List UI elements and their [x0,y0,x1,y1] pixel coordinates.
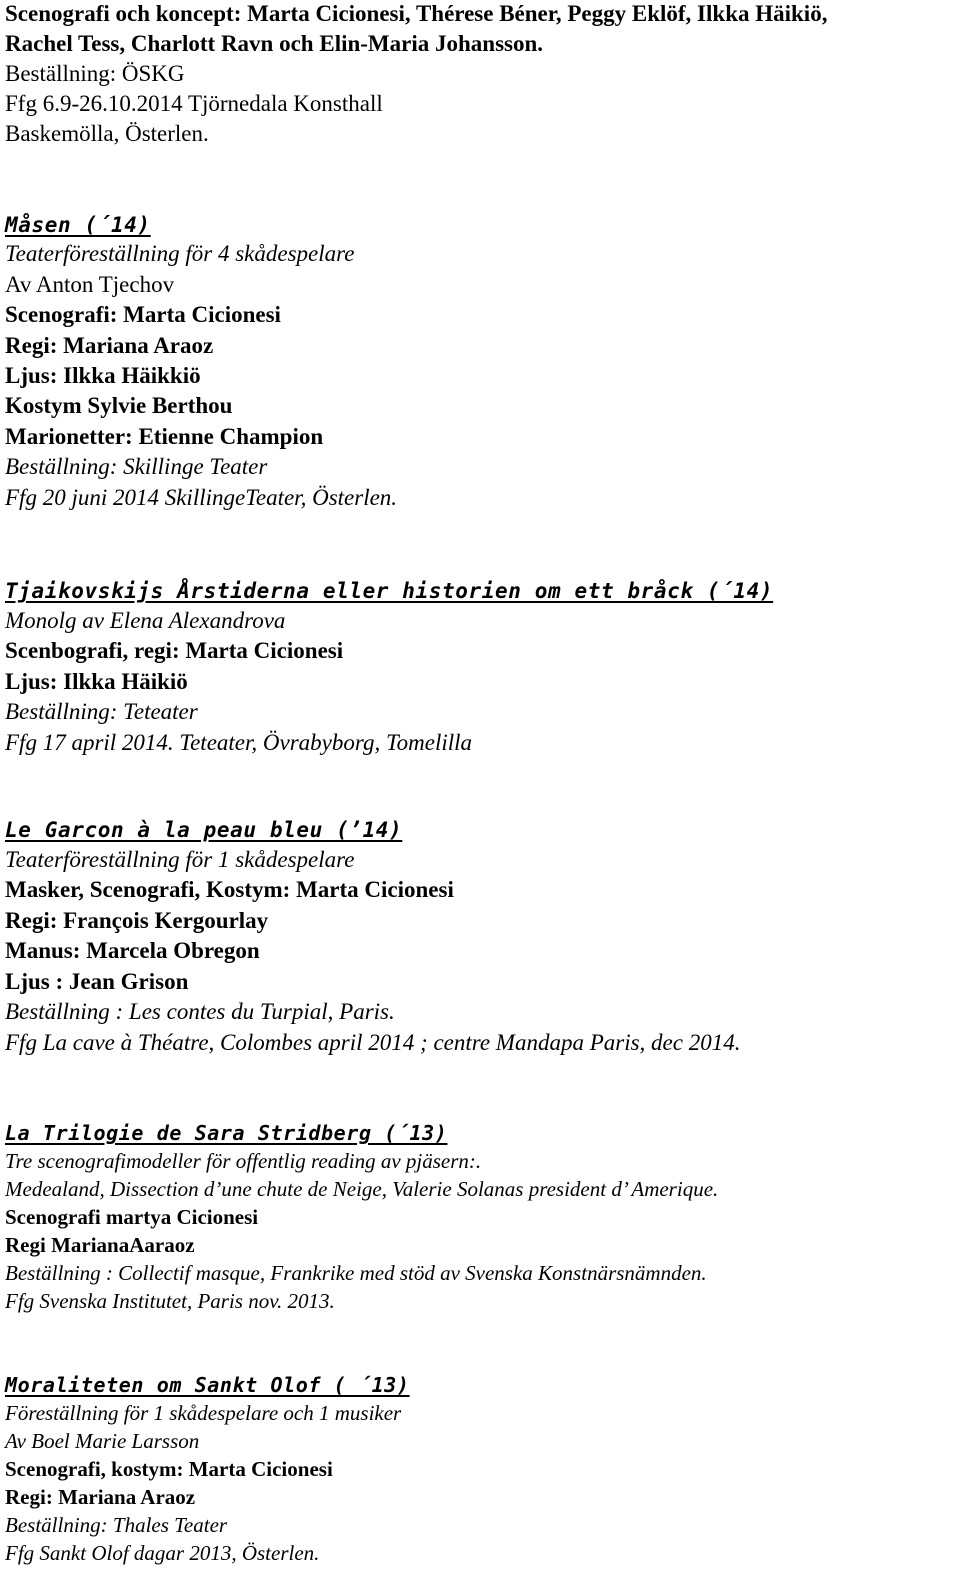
garcon-masks: Masker, Scenografi, Kostym: Marta Cicionesi [5,877,454,902]
garcon-direction: Regi: François Kergourlay [5,908,269,933]
trilogie-premiere: Ffg Svenska Institutet, Paris nov. 2013. [5,1289,335,1313]
masen-costume: Kostym Sylvie Berthou [5,393,233,418]
masen-marionettes: Marionetter: Etienne Champion [5,424,324,449]
trilogie-plays: Medealand, Dissection d’une chute de Neige, Valerie Solanas president d’ Amerique. [5,1177,719,1201]
section-title-trilogie: La Trilogie de Sara Stridberg (´13) [5,1121,448,1145]
masen-premiere: Ffg 20 juni 2014 SkillingeTeater, Österlen. [5,485,398,510]
masen-subtitle: Teaterföreställning för 4 skådespelare [5,241,355,266]
tjaikovskij-order: Beställning: Teteater [5,699,198,724]
trilogie-direction: Regi MarianaAaraoz [5,1233,195,1257]
intro-credits: Scenografi och koncept: Marta Cicionesi, Thérese Béner, Peggy Eklöf, Ilkka Häikiö, [5,1,828,26]
moraliteten-direction: Regi: Mariana Araoz [5,1485,196,1509]
tjaikovskij-light: Ljus: Ilkka Häikiö [5,669,188,694]
trilogie-scenography: Scenografi martya Cicionesi [5,1205,259,1229]
section-title-moraliteten: Moraliteten om Sankt Olof ( ´13) [5,1373,410,1397]
masen-order: Beställning: Skillinge Teater [5,454,268,479]
moraliteten-scenography: Scenografi, kostym: Marta Cicionesi [5,1457,333,1481]
moraliteten-premiere: Ffg Sankt Olof dagar 2013, Österlen. [5,1541,320,1565]
trilogie-subtitle: Tre scenografimodeller för offentlig reading av pjäsern:. [5,1149,482,1173]
masen-light: Ljus: Ilkka Häikkiö [5,363,201,388]
masen-scenography: Scenografi: Marta Cicionesi [5,302,281,327]
tjaikovskij-subtitle: Monolg av Elena Alexandrova [5,608,286,633]
masen-author: Av Anton Tjechov [5,272,175,297]
tjaikovskij-scenography: Scenbografi, regi: Marta Cicionesi [5,638,344,663]
intro-place: Baskemölla, Österlen. [5,121,209,146]
intro-order: Beställning: ÖSKG [5,61,185,86]
garcon-script: Manus: Marcela Obregon [5,938,260,963]
intro-premiere: Ffg 6.9-26.10.2014 Tjörnedala Konsthall [5,91,383,116]
section-title-tjaikovskij: Tjaikovskijs Årstiderna eller historien om ett bråck (´14) [5,579,774,603]
masen-direction: Regi: Mariana Araoz [5,333,214,358]
intro-credits-cont: Rachel Tess, Charlott Ravn och Elin-Maria Johansson. [5,31,544,56]
garcon-light: Ljus : Jean Grison [5,969,189,994]
garcon-order: Beställning : Les contes du Turpial, Paris. [5,999,395,1024]
garcon-premiere: Ffg La cave à Théatre, Colombes april 2014 ; centre Mandapa Paris, dec 2014. [5,1030,741,1055]
moraliteten-order: Beställning: Thales Teater [5,1513,228,1537]
garcon-subtitle: Teaterföreställning för 1 skådespelare [5,847,355,872]
section-title-masen: Måsen (´14) [5,213,151,237]
moraliteten-subtitle: Föreställning för 1 skådespelare och 1 musiker [5,1401,402,1425]
trilogie-order: Beställning : Collectif masque, Frankrike med stöd av Svenska Konstnärsnämnden. [5,1261,707,1285]
section-title-garcon: Le Garcon à la peau bleu (’14) [5,818,403,842]
tjaikovskij-premiere: Ffg 17 april 2014. Teteater, Övrabyborg, Tomelilla [5,730,473,755]
moraliteten-author: Av Boel Marie Larsson [5,1429,200,1453]
